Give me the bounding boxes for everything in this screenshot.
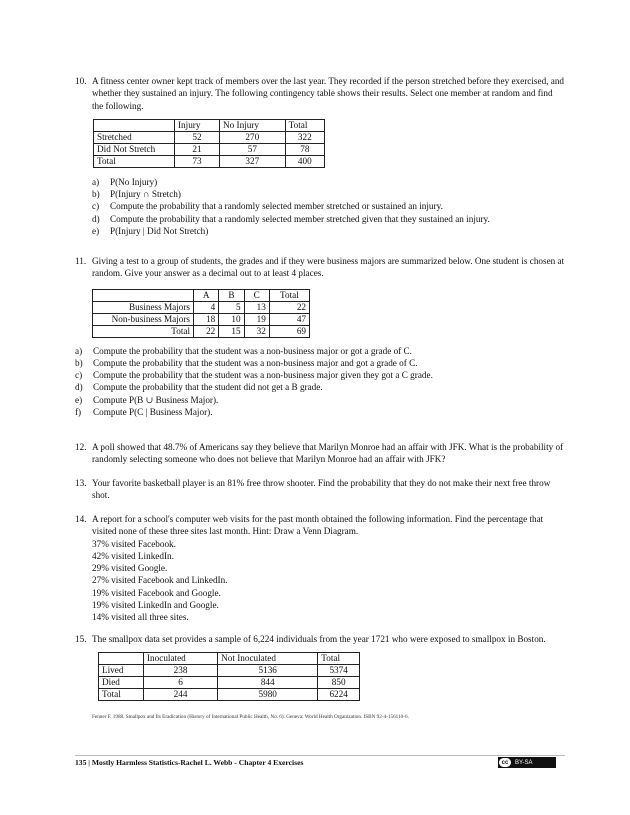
part-letter: b) [75,357,83,368]
footer-divider [75,755,565,756]
list-item [75,381,565,393]
question-text: The smallpox data set provides a sample of 6,224 individuals from the year 1721 who were exposed to smallpox in Boston. [92,634,546,644]
question-11 [75,255,565,418]
table-header-cell: Total [318,653,360,665]
part-letter: d) [75,382,83,393]
table-cell: 4 [194,301,219,313]
part-letter: e) [75,394,83,405]
part-text: Compute the probability that the student was a non-business major and got a grade of C. [93,357,418,368]
citation: Fenner F. 1988. Smallpox and Its Eradication (History of International Public Health, No. 6). Geneva: World Health Organization. ISBN 92-4-156110-6. [92,714,409,720]
part-text: Compute P(B ∪ Business Major). [93,394,219,405]
table-cell: Business Majors [93,301,194,313]
list-item: 27% visited Facebook and LinkedIn. [92,575,228,586]
table-cell: 13 [244,301,269,313]
table-header-cell: Total [269,289,309,301]
table-header-cell: Inoculated [144,653,218,665]
table-cell: 238 [144,665,218,677]
stretch-injury-table [93,119,325,168]
question-number: 12. [75,442,87,452]
question-12 [75,441,565,466]
list-item: 19% visited LinkedIn and Google. [92,600,219,611]
license-label: BY-SA [515,759,533,766]
table-cell: 5 [219,301,244,313]
table-cell: 322 [285,131,324,143]
table-cell: 78 [285,143,324,155]
table-cell: 327 [219,155,285,167]
question-number: 14. [75,514,87,524]
list-item [92,188,565,200]
list-item [92,200,565,212]
table-cell: Lived [99,665,144,677]
cc-license-badge [498,757,556,768]
table-row [99,677,360,689]
table-header-cell: Total [285,119,324,131]
list-item [75,357,565,369]
smallpox-table [98,652,360,701]
table-header-cell: Injury [175,119,220,131]
table-cell: 5374 [318,665,360,677]
part-letter: d) [92,213,100,224]
part-text: P(Injury ∩ Stretch) [110,189,181,200]
table-row [99,665,360,677]
table-cell: Total [99,689,144,701]
grades-majors-table [92,289,310,338]
table-row [94,155,325,167]
table-cell: 844 [218,677,318,689]
question-text: Your favorite basketball player is an 81% free throw shooter. Find the probability that they do not make their next free throw shot. [92,478,551,501]
table-cell: Non-business Majors [93,313,194,325]
question-parts [92,176,565,237]
table-cell: Did Not Stretch [94,143,175,155]
table-cell: 18 [194,313,219,325]
question-15 [75,633,565,701]
question-number: 10. [75,76,87,86]
table-cell: 47 [269,313,309,325]
question-parts [75,345,565,419]
question-text: A poll showed that 48.7% of Americans say they believe that Marilyn Monroe had an affair with JFK. What is the probability of randomly selecting someone who does not believe that Marilyn Monroe had an affair with JFK? [92,442,564,465]
list-item [92,225,565,237]
part-text: P(No Injury) [110,176,158,187]
table-cell: Total [94,155,175,167]
list-item [75,369,565,381]
part-text: Compute the probability that the student was a non-business major given they got a C grade. [93,370,433,381]
table-cell: 22 [269,301,309,313]
table-cell: 57 [219,143,285,155]
table-cell: 19 [244,313,269,325]
table-row [93,301,310,313]
question-10 [75,75,565,237]
question-13 [75,477,565,502]
list-item [92,176,565,188]
table-cell: 32 [244,325,269,337]
table-header-cell: No Injury [219,119,285,131]
list-item: 19% visited Facebook and Google. [92,587,221,598]
table-header-cell: C [244,289,269,301]
question-14 [75,513,565,624]
table-cell: Stretched [94,131,175,143]
table-cell: 10 [219,313,244,325]
table-header-cell: A [194,289,219,301]
list-item [75,406,565,418]
table-cell: 244 [144,689,218,701]
table-cell: 400 [285,155,324,167]
table-cell: 73 [175,155,220,167]
table-header-cell: Not Inoculated [218,653,318,665]
question-number: 13. [75,478,87,488]
part-text: P(Injury | Did Not Stretch) [110,226,209,237]
table-header-cell [94,119,175,131]
table-row [99,689,360,701]
table-cell: 270 [219,131,285,143]
table-row [93,325,310,337]
part-text: Compute the probability that the student was a non-business major or got a grade of C. [93,345,412,356]
part-text: Compute the probability that a randomly selected member stretched or sustained an injury. [110,201,443,212]
table-cell: Total [93,325,194,337]
table-cell: 22 [194,325,219,337]
list-item [75,345,565,357]
question-text: A report for a school's computer web visits for the past month obtained the following information. Find the percentage that visited none of these three sites last month. Hint: Draw a Venn Diagram. [92,514,544,537]
table-cell: Died [99,677,144,689]
table-row [93,313,310,325]
part-letter: a) [92,176,100,187]
table-cell: 6 [144,677,218,689]
table-cell: 69 [269,325,309,337]
creative-commons-icon: cc [499,758,511,767]
table-cell: 15 [219,325,244,337]
part-letter: f) [75,407,82,418]
table-cell: 850 [318,677,360,689]
question-text: A fitness center owner kept track of members over the last year. They recorded if the person stretched before they exercised, and whether they sustained an injury. The following contingency table shows their results. Select one member at random and find the following. [92,76,565,111]
part-letter: a) [75,345,83,356]
table-row [94,143,325,155]
page-footer: 135 | Mostly Harmless Statistics-Rachel L. Webb - Chapter 4 Exercises [75,758,304,767]
part-text: Compute the probability that the student did not get a B grade. [93,382,323,393]
part-letter: b) [92,189,100,200]
question-number: 11. [75,256,87,266]
table-cell: 5136 [218,665,318,677]
list-item: 14% visited all three sites. [92,612,189,623]
part-text: Compute P(C | Business Major). [93,407,213,418]
table-cell: 6224 [318,689,360,701]
question-number: 15. [75,634,87,644]
table-row [94,131,325,143]
list-item: 37% visited Facebook. [92,538,176,549]
part-letter: e) [92,226,100,237]
table-cell: 52 [175,131,220,143]
table-header-cell: B [219,289,244,301]
part-text: Compute the probability that a randomly selected member stretched given that they sustained an injury. [110,213,490,224]
table-cell: 21 [175,143,220,155]
part-letter: c) [75,370,83,381]
list-item [92,213,565,225]
part-letter: c) [92,201,100,212]
list-item: 42% visited LinkedIn. [92,550,174,561]
question-text: Giving a test to a group of students, the grades and if they were business majors are summarized below. One student is chosen at random. Give your answer as a decimal out to at least 4 places. [92,256,565,279]
table-header-cell [99,653,144,665]
list-item [75,394,565,406]
list-item: 29% visited Google. [92,563,168,574]
table-cell: 5980 [218,689,318,701]
table-header-cell [93,289,194,301]
